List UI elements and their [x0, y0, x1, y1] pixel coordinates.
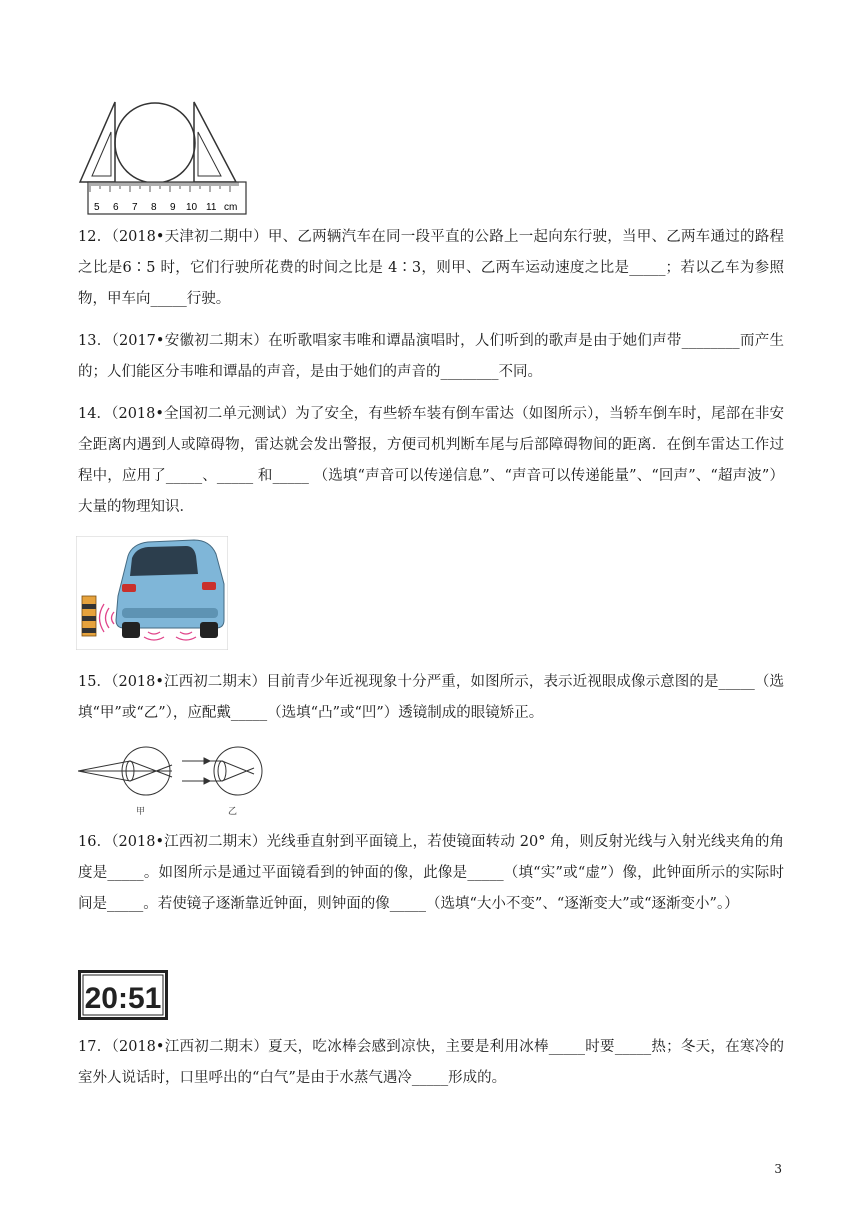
ruler [88, 182, 246, 214]
mirror-clock-figure [78, 970, 168, 1020]
question-17: 17．（2018•江西初二期末）夏天，吃冰棒会感到凉快，主要是利用冰棒_____时要_____热；冬天，在寒冷的室外人说话时，口里呼出的“白气”是由于水蒸气遇冷_____形成的。 [78, 1039, 784, 1086]
ruler-tick-label: 9 [170, 202, 176, 213]
car-radar-figure [76, 536, 228, 650]
eye-diagram-jia [78, 747, 172, 795]
ruler-tick-label: cm [224, 202, 238, 213]
ruler-tick-label: 11 [206, 202, 217, 213]
clock-digits: 20:51 [84, 982, 162, 1015]
car-radar-image [76, 536, 228, 650]
question-13: 13．（2017•安徽初二期末）在听歌唱家韦唯和谭晶演唱时，人们听到的歌声是由于她们声带________而产生的；人们能区分韦唯和谭晶的声音，是由于她们的声音的________不同。 [78, 333, 784, 380]
ruler-circle-diagram [76, 100, 256, 220]
page-number: 3 [774, 1162, 782, 1176]
question-15: 15．（2018•江西初二期末）目前青少年近视现象十分严重，如图所示，表示近视眼成像示意图的是_____（选填“甲”或“乙”），应配戴_____（选填“凸”或“凹”）透镜制成的眼镜矫正。 [78, 674, 784, 721]
ruler-tick-label: 6 [113, 202, 119, 213]
eye-label-jia: 甲 [136, 806, 146, 816]
ball-circle [115, 103, 195, 183]
question-16: 16．（2018•江西初二期末）光线垂直射到平面镜上，若使镜面转动 20° 角，则反射光线与入射光线夹角的角度是_____。如图所示是通过平面镜看到的钟面的像，此像是_____（填“实”或“虚”）像，此钟面所示的实际时间是_____。若使镜子逐渐靠近钟面，则钟面的像_____（选填“大小不变”、“逐渐变大”或“逐渐变小”。） [78, 834, 784, 912]
ruler-tick-label: 7 [132, 202, 138, 213]
car-rear-window [130, 546, 198, 576]
mirror-clock [78, 970, 168, 1020]
eye-diagrams-figure [78, 744, 278, 822]
ruler-tick-label: 5 [94, 202, 100, 213]
ruler-tick-label: 8 [151, 202, 157, 213]
left-set-square [80, 102, 115, 182]
question-12: 12．（2018•天津初二期中）甲、乙两辆汽车在同一段平直的公路上一起向东行驶，当甲、乙两车通过的路程之比是6∶5 时，它们行驶所花费的时间之比是 4∶3，则甲、乙两车运动速度之比是_____；若以乙车为参照物，甲车向_____行驶。 [78, 229, 784, 307]
question-14: 14．（2018•全国初二单元测试）为了安全，有些轿车装有倒车雷达（如图所示），当轿车倒车时，尾部在非安全距离内遇到人或障碍物，雷达就会发出警报，方便司机判断车尾与后部障碍物间的距离．在倒车雷达工作过程中，应用了_____、_____ 和_____ （选填“声音可以传递信息”、“声音可以传递能量”、“回声”、“超声波”）大量的物理知识． [78, 406, 784, 515]
eye-diagrams [78, 744, 278, 822]
right-set-square [194, 102, 236, 182]
eye-diagram-yi [182, 747, 262, 795]
eye-label-yi: 乙 [228, 806, 238, 816]
ruler-circle-figure [76, 100, 256, 220]
ruler-tick-label: 10 [186, 202, 198, 213]
